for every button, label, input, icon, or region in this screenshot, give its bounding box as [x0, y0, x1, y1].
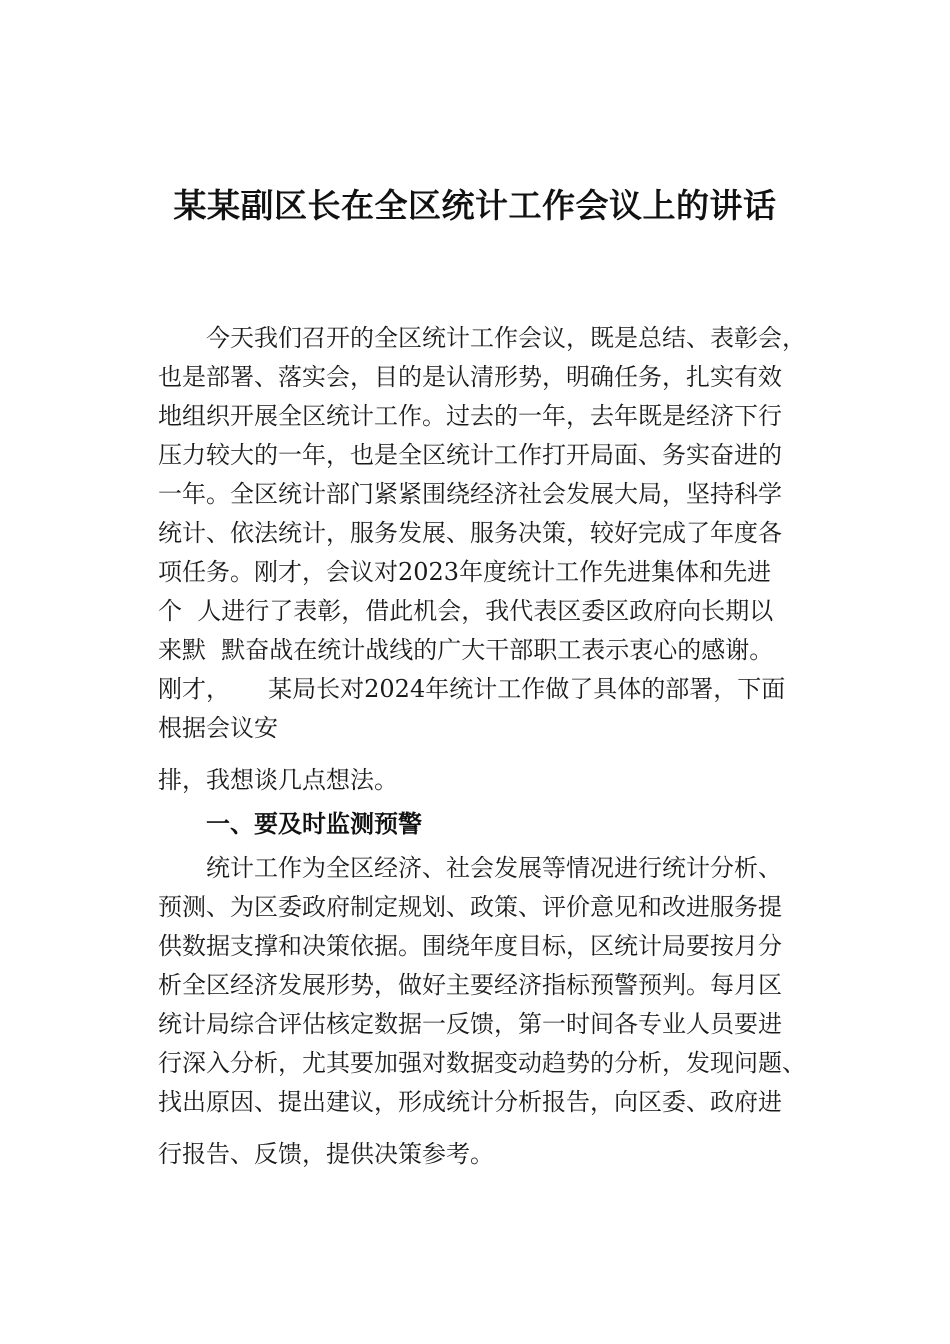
paragraph-line: 供数据支撑和决策依据。围绕年度目标，区统计局要按月分	[158, 932, 782, 960]
paragraph-line: 预测、为区委政府制定规划、政策、评价意见和改进服务提	[158, 893, 782, 921]
paragraph-line: 行报告、反馈，提供决策参考。	[158, 1140, 494, 1168]
paragraph-line: 今天我们召开的全区统计工作会议，既是总结、表彰会，	[206, 324, 806, 352]
paragraph-line: 统计局综合评估核定数据一反馈，第一时间各专业人员要进	[158, 1010, 782, 1038]
paragraph-line: 统计、依法统计，服务发展、服务决策，较好完成了年度各	[158, 519, 782, 547]
paragraph-line: 统计工作为全区经济、社会发展等情况进行统计分析、	[206, 854, 782, 882]
document-title: 某某副区长在全区统计工作会议上的讲话	[173, 186, 777, 225]
paragraph-line: 行深入分析，尤其要加强对数据变动趋势的分析，发现问题、	[158, 1049, 806, 1077]
paragraph-line: 也是部署、落实会，目的是认清形势，明确任务，扎实有效	[158, 363, 782, 391]
paragraph-line: 个 人进行了表彰，借此机会，我代表区委区政府向长期以	[158, 597, 774, 625]
paragraph-line: 来默 默奋战在统计战线的广大干部职工表示衷心的感谢。	[158, 636, 774, 664]
paragraph-line: 析全区经济发展形势，做好主要经济指标预警预判。每月区	[158, 971, 782, 999]
paragraph-line: 项任务。刚才，会议对2023年度统计工作先进集体和先进	[158, 558, 772, 586]
section-heading: 一、要及时监测预警	[206, 810, 422, 838]
paragraph-line: 刚才， 某局长对2024年统计工作做了具体的部署，下面	[158, 675, 786, 703]
paragraph-line: 一年。全区统计部门紧紧围绕经济社会发展大局，坚持科学	[158, 480, 782, 508]
paragraph-line: 找出原因、提出建议，形成统计分析报告，向区委、政府进	[158, 1088, 782, 1116]
paragraph-line: 地组织开展全区统计工作。过去的一年，去年既是经济下行	[158, 402, 782, 430]
paragraph-line: 压力较大的一年，也是全区统计工作打开局面、务实奋进的	[158, 441, 782, 469]
paragraph-line: 排，我想谈几点想法。	[158, 766, 398, 794]
paragraph-line: 根据会议安	[158, 714, 278, 742]
